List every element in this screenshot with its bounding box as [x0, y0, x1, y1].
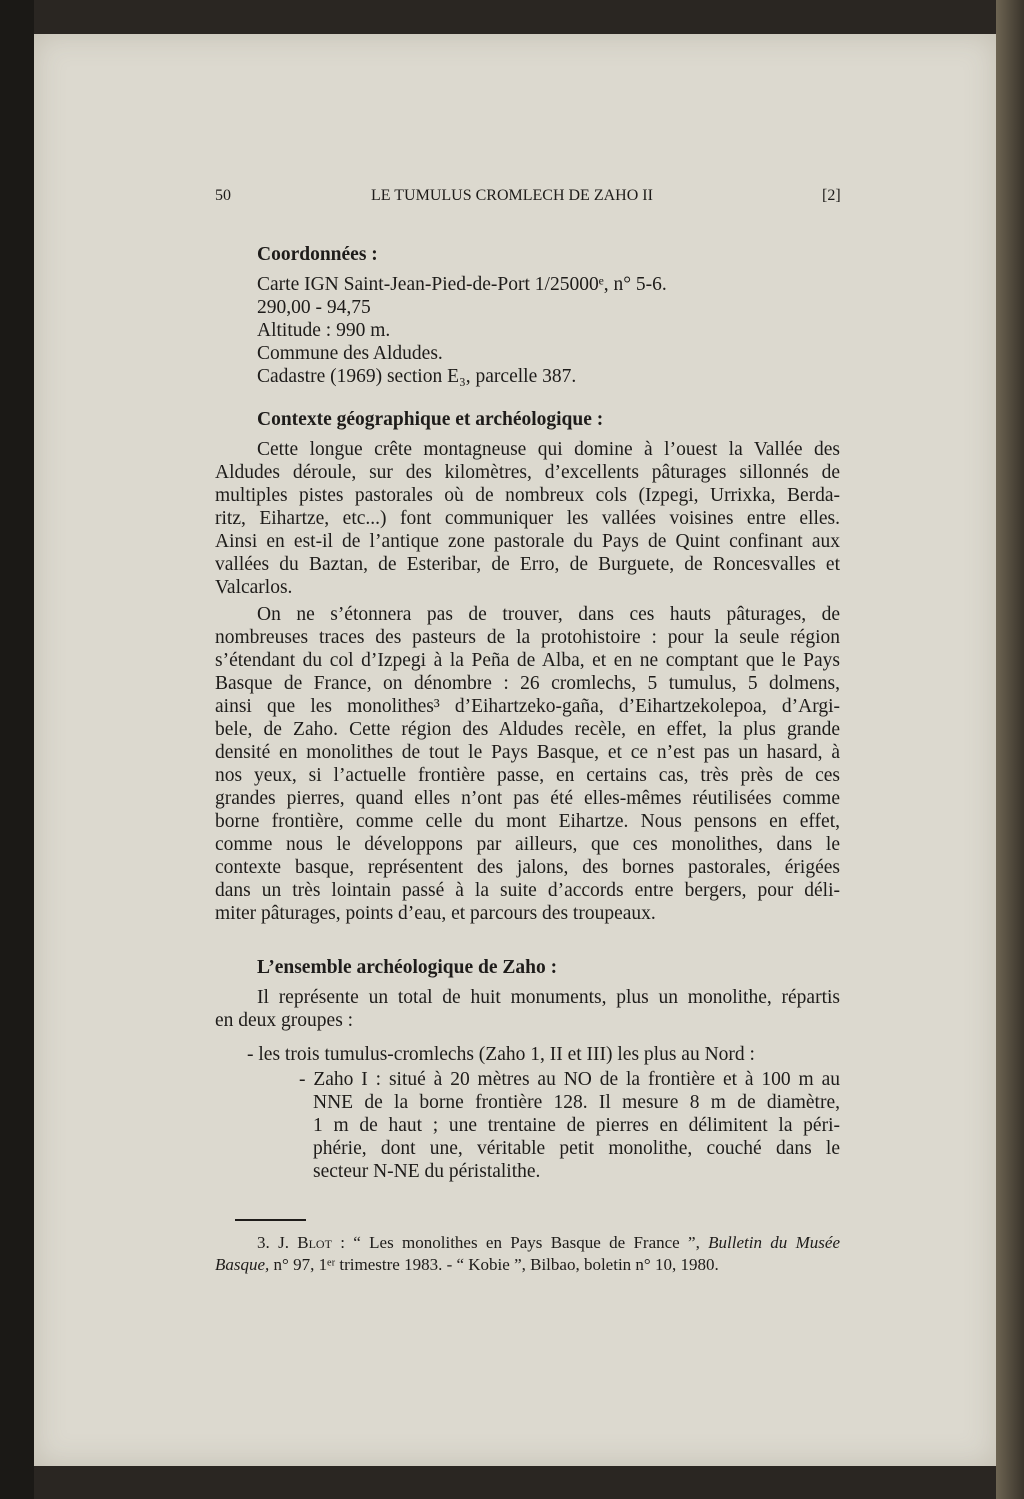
paragraph	[215, 986, 840, 1032]
text-line: NNE de la borne frontière 128. Il mesure 8 m de diamètre,	[313, 1092, 840, 1113]
text-line: ritz, Eihartze, etc...) font communiquer les vallées voisines entre elles.	[215, 508, 840, 529]
text-line: miter pâturages, points d’eau, et parcours des troupeaux.	[215, 903, 656, 924]
scan-left-edge	[0, 0, 34, 1499]
ensemble-section	[215, 956, 840, 1183]
section-heading: Contexte géographique et archéologique :	[257, 409, 604, 430]
text-line: Cadastre (1969) section E₃, parcelle 387.	[257, 366, 577, 387]
text-line: - Zaho I : situé à 20 mètres au NO de la frontière et à 100 m au	[299, 1069, 840, 1090]
part-number: [2]	[822, 187, 841, 204]
text-line: On ne s’étonnera pas de trouver, dans ces hauts pâturages, de	[257, 604, 840, 625]
section-heading: L’ensemble archéologique de Zaho :	[257, 957, 558, 978]
text-line: en deux groupes :	[215, 1010, 354, 1031]
text-line: bele, de Zaho. Cette région des Aldudes recèle, en effet, la plus grande	[215, 719, 840, 740]
list-item: - les trois tumulus-cromlechs (Zaho 1, II et III) les plus au Nord :	[247, 1044, 755, 1065]
text-line: contexte basque, représentent des jalons, des bornes pastorales, érigées	[215, 857, 840, 878]
paragraph	[257, 273, 817, 388]
footnote	[215, 1232, 840, 1276]
text-line: grandes pierres, quand elles n’ont pas été elles-mêmes réutilisées comme	[215, 788, 840, 809]
contexte-section	[215, 408, 840, 925]
text-line: 290,00 - 94,75	[257, 297, 371, 318]
text-line: phérie, dont une, véritable petit monolithe, couché dans le	[313, 1138, 840, 1159]
paragraph	[215, 1068, 840, 1183]
text-line: Cette longue crête montagneuse qui domine à l’ouest la Vallée des	[257, 439, 840, 460]
footnote-author: Blot	[297, 1233, 332, 1252]
text-line: 1 m de haut ; une trentaine de pierres en délimitent la péri-	[313, 1115, 840, 1136]
text-line: Valcarlos.	[215, 577, 293, 598]
text-line: comme nous le développons par ailleurs, que ces monolithes, dans le	[215, 834, 840, 855]
scan-right-edge	[996, 0, 1024, 1499]
text-line: multiples pistes pastorales où de nombreux cols (Izpegi, Urrixka, Berda-	[215, 485, 840, 506]
footnote-text: : “ Les monolithes en Pays Basque de France ”,	[331, 1233, 709, 1252]
text-line: nombreuses traces des pasteurs de la protohistoire : pour la seule région	[215, 627, 840, 648]
paragraph	[215, 438, 840, 599]
text-line: Ainsi en est-il de l’antique zone pastorale du Pays de Quint confinant aux	[215, 531, 840, 552]
footnote-number: 3. J.	[257, 1233, 298, 1252]
text-line: densité en monolithes de tout le Pays Basque, et ce n’est pas un hasard, à	[215, 742, 840, 763]
footnote-text: n° 97, 1ᵉʳ trimestre 1983. - “ Kobie ”, Bilbao, boletin n° 10, 1980.	[269, 1255, 719, 1274]
text-line: Commune des Aldudes.	[257, 343, 443, 364]
section-heading: Coordonnées :	[257, 244, 378, 265]
footnote-rule	[235, 1219, 306, 1221]
text-line: Il représente un total de huit monuments, plus un monolithe, répartis	[257, 987, 840, 1008]
page-number: 50	[215, 187, 231, 204]
text-line: secteur N-NE du péristalithe.	[313, 1161, 541, 1182]
text-line: ainsi que les monolithes³ d’Eihartzeko-gaña, d’Eihartzekolepoa, d’Argi-	[215, 696, 840, 717]
text-line: Aldudes déroule, sur des kilomètres, d’excellents pâturages sillonnés de	[215, 462, 840, 483]
text-line: vallées du Baztan, de Esteribar, de Erro, de Burguete, de Roncesvalles et	[215, 554, 840, 575]
coordonnees-section	[257, 243, 817, 388]
text-line: s’étendant du col d’Izpegi à la Peña de Alba, et en ne comptant que le Pays	[215, 650, 840, 671]
running-title: LE TUMULUS CROMLECH DE ZAHO II	[371, 187, 653, 204]
text-line: Basque de France, on dénombre : 26 cromlechs, 5 tumulus, 5 dolmens,	[215, 673, 840, 694]
text-line: Altitude : 990 m.	[257, 320, 391, 341]
text-line: nos yeux, si l’actuelle frontière passe, en certains cas, très près de ces	[215, 765, 840, 786]
paragraph	[215, 603, 840, 925]
text-line: Carte IGN Saint-Jean-Pied-de-Port 1/25000ᵉ, n° 5-6.	[257, 274, 667, 295]
footnote-journal: Basque,	[215, 1255, 270, 1274]
text-line: dans un très lointain passé à la suite d’accords entre bergers, pour déli-	[215, 880, 840, 901]
footnote-journal: Bulletin du Musée	[708, 1233, 840, 1252]
text-line: borne frontière, comme celle du mont Eihartze. Nous pensons en effet,	[215, 811, 840, 832]
